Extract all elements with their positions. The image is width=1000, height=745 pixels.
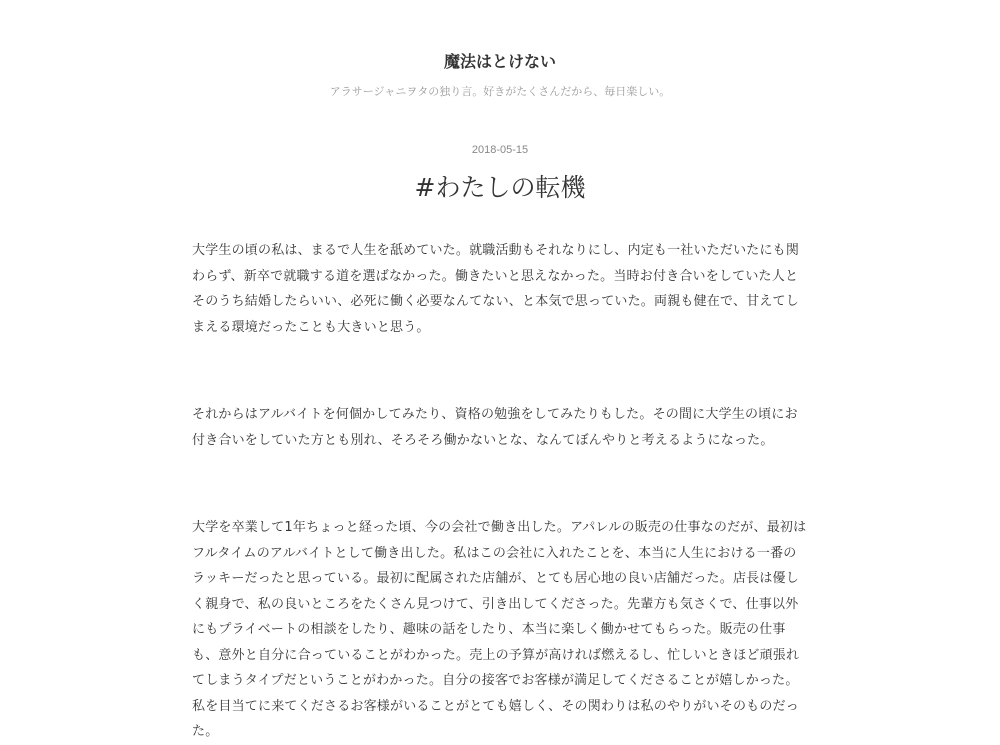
entry-header xyxy=(0,143,1000,204)
entry-paragraph: 大学を卒業して1年ちょっと経った頃、今の会社で働き出した。アパレルの販売の仕事なのだが、最初はフルタイムのアルバイトとして働き出した。私はこの会社に入れたことを、本当に人生における一番のラッキーだったと思っている。最初に配属された店舗が、とても居心地の良い店舗だった。店長は優しく親身で、私の良いところをたくさん見つけて、引き出してくださった。先輩方も気さくで、仕事以外にもプライベートの相談をしたり、趣味の話をしたり、本当に楽しく働かせてもらった。販売の仕事も、意外と自分に合っていることがわかった。売上の予算が高ければ燃えるし、忙しいときほど頑張れてしまうタイプだということがわかった。自分の接客でお客様が満足してくださることが嬉しかった。私を目当てに来てくださるお客様がいることがとても嬉しく、その関わりは私のやりがいそのものだった。 xyxy=(192,520,807,739)
entry-date[interactable]: 2018-05-15 xyxy=(471,144,529,156)
entry-paragraph: 大学生の頃の私は、まるで人生を舐めていた。就職活動もそれなりにし、内定も一社いただいたにも関わらず、新卒で就職する道を選ばなかった。働きたいと思えなかった。当時お付き合いをしていた人とそのうち結婚したらいい、必死に働く必要なんてない、と本気で思っていた。両親も健在で、甘えてしまえる環境だったことも大きいと思う。 xyxy=(192,243,800,335)
blog-title[interactable]: 魔法はとけない xyxy=(443,52,556,71)
entry-paragraph: それからはアルバイトを何個かしてみたり、資格の勉強をしてみたりもした。その間に大学生の頃にお付き合いをしていた方とも別れ、そろそろ働かないとな、なんてぼんやりと考えるようになった。 xyxy=(192,407,798,448)
entry-content xyxy=(192,238,808,745)
entry-title[interactable]: #わたしの転機 xyxy=(414,173,586,202)
blog-description: アラサージャニヲタの独り言。好きがたくさんだから、毎日楽しい。 xyxy=(329,85,671,98)
blog-header xyxy=(0,52,1000,100)
